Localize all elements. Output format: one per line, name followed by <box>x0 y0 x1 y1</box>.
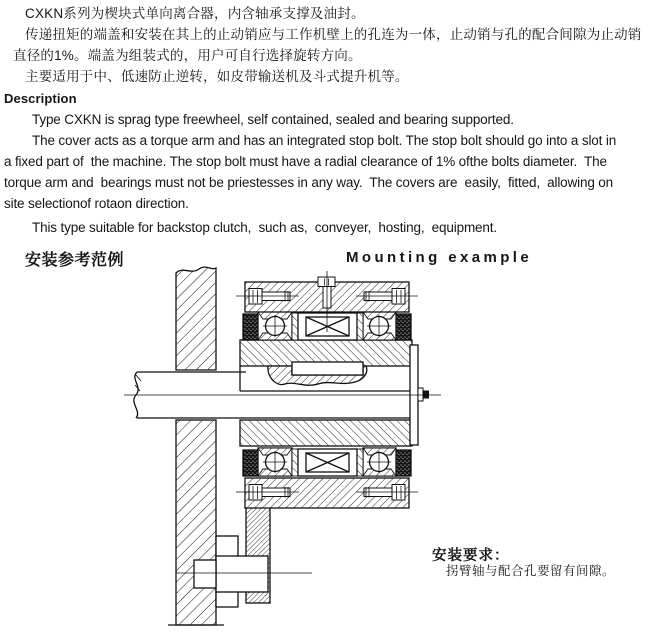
intro-zh-line: 直径的1%。端盖为组装式的，用户可自行选择旋转方向。 <box>13 48 362 63</box>
machine-wall-upper <box>176 267 216 370</box>
inner-race-lower <box>240 420 412 446</box>
description-line: site selectionof rotaon direction. <box>4 196 189 211</box>
description-line: Type CXKN is sprag type freewheel, self contained, sealed and bearing supported. <box>32 112 514 127</box>
seal <box>243 450 258 476</box>
description-line: The cover acts as a torque arm and has an integrated stop bolt. The stop bolt should go into a slot in <box>32 133 617 148</box>
stop-bolt <box>194 556 268 592</box>
shaft-key <box>292 362 363 375</box>
intro-zh-line: 传递扭矩的端盖和安装在其上的止动销应与工作机壁上的孔连为一体，止动销与孔的配合间隙为止动销 <box>25 27 642 42</box>
section-heading-en: Mounting example <box>346 249 533 266</box>
install-note-heading: 安装要求： <box>432 548 510 564</box>
intro-zh-line: 主要适用于中、低速防止逆转，如皮带输送机及斗式提升机等。 <box>25 69 409 84</box>
section-heading-zh: 安装参考范例 <box>25 252 125 269</box>
end-screw <box>418 388 429 401</box>
seal <box>396 314 411 340</box>
description-line: a fixed part of the machine. The stop bolt must have a radial clearance of 1% ofthe bolts diameter. The <box>4 154 607 169</box>
description-heading: Description <box>4 91 77 106</box>
install-note-body: 拐臂轴与配合孔要留有间隙。 <box>446 564 616 578</box>
description-line: torque arm and bearings must not be priestesses in any way. The covers are easily, fitted, allowing on <box>4 175 614 190</box>
bearing-row-lower <box>243 448 411 476</box>
machine-wall-lower <box>176 420 216 625</box>
seal <box>243 314 258 340</box>
seal <box>396 450 411 476</box>
description-line: This type suitable for backstop clutch, such as, conveyer, hosting, equipment. <box>32 220 497 235</box>
intro-zh-line: CXKN系列为楔块式单向离合器，内含轴承支撑及油封。 <box>25 6 365 21</box>
